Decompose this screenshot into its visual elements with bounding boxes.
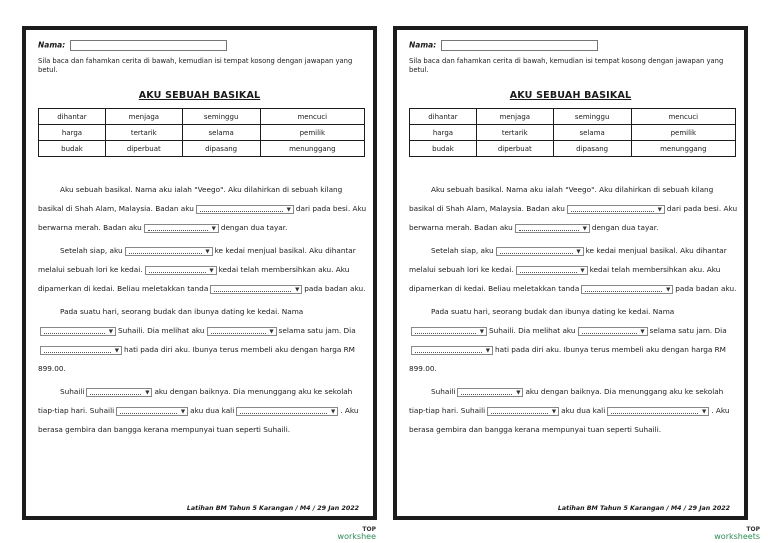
answer-dropdown[interactable]: ▼ — [515, 224, 590, 233]
word-cell: menunggang — [260, 141, 364, 157]
worksheet-title: AKU SEBUAH BASIKAL — [509, 90, 632, 101]
answer-dropdown[interactable]: ▼ — [144, 224, 219, 233]
answer-dropdown[interactable]: ▼ — [40, 327, 116, 336]
paragraph-1: Aku sebuah basikal. Nama aku ialah "Veego". Aku dilahirkan di sebuah kilang basikal di Shah Alam, Malaysia. Badan aku ▼ dari pada besi. Aku berwarna merah. Badan aku ▼ dengan dua tayar. — [38, 185, 367, 232]
name-row — [409, 40, 598, 51]
paragraph-4: Suhaili ▼ aku dengan baiknya. Dia menunggang aku ke sekolah tiap-tiap hari. Suhaili ▼ aku dua kali ▼ . Aku berasa gembira dan bangga kerana mempunyai tuan seperti Suhaili. — [409, 387, 730, 434]
answer-dropdown[interactable]: ▼ — [125, 247, 213, 256]
word-cell: selama — [553, 125, 631, 141]
word-cell: seminggu — [182, 109, 260, 125]
answer-dropdown[interactable]: ▼ — [207, 327, 277, 336]
answer-dropdown[interactable]: ▼ — [86, 388, 152, 397]
word-cell: budak — [410, 141, 477, 157]
answer-dropdown[interactable]: ▼ — [411, 327, 487, 336]
answer-dropdown[interactable]: ▼ — [145, 266, 217, 275]
story-text — [409, 180, 739, 443]
answer-dropdown[interactable]: ▼ — [516, 266, 588, 275]
word-cell: mencuci — [631, 109, 735, 125]
name-label: Nama: — [409, 40, 437, 50]
paragraph-3: Pada suatu hari, seorang budak dan ibunya dating ke kedai. Nama ▼ Suhaili. Dia melihat aku ▼ selama satu jam. Dia ▼ hati pada diri aku. Ibunya terus membeli aku dengan harga RM 899.00. — [409, 307, 727, 373]
word-cell: menunggang — [631, 141, 735, 157]
word-cell: tertarik — [105, 125, 182, 141]
word-cell: dipasang — [553, 141, 631, 157]
paragraph-2: Setelah siap, aku ▼ ke kedai menjual basikal. Aku dihantar melalui sebuah lori ke kedai. ▼ kedai telah membersihkan aku. Aku dipamerkan di kedai. Beliau meletakkan tanda ▼ pada badan aku. — [409, 246, 737, 293]
worksheet-title: AKU SEBUAH BASIKAL — [138, 90, 261, 101]
table-row — [410, 125, 736, 141]
word-cell: diperbuat — [476, 141, 553, 157]
word-cell: budak — [39, 141, 106, 157]
word-cell: harga — [410, 125, 477, 141]
brand-logo-right — [700, 526, 760, 540]
word-cell: tertarik — [476, 125, 553, 141]
word-cell: pemilik — [631, 125, 735, 141]
footer-text: Latihan BM Tahun 5 Karangan / M4 / 29 Jan 2022 — [186, 505, 359, 512]
word-cell: mencuci — [260, 109, 364, 125]
word-bank-table — [409, 108, 736, 157]
word-bank-table — [38, 108, 365, 157]
instruction-text: Sila baca dan fahamkan cerita di bawah, kemudian isi tempat kosong dengan jawapan yang betul. — [409, 57, 724, 74]
table-row — [410, 109, 736, 125]
brand-worksheets: worksheets — [714, 532, 760, 541]
paragraph-1: Aku sebuah basikal. Nama aku ialah "Veego". Aku dilahirkan di sebuah kilang basikal di Shah Alam, Malaysia. Badan aku ▼ dari pada besi. Aku berwarna merah. Badan aku ▼ dengan dua tayar. — [409, 185, 738, 232]
footer-text: Latihan BM Tahun 5 Karangan / M4 / 29 Jan 2022 — [557, 505, 730, 512]
name-input[interactable] — [70, 40, 227, 51]
table-row — [39, 109, 365, 125]
word-cell: dihantar — [39, 109, 106, 125]
instruction-text: Sila baca dan fahamkan cerita di bawah, kemudian isi tempat kosong dengan jawapan yang betul. — [38, 57, 353, 74]
word-cell: seminggu — [553, 109, 631, 125]
brand-top: TOP — [746, 526, 760, 533]
table-row — [410, 141, 736, 157]
word-cell: pemilik — [260, 125, 364, 141]
answer-dropdown[interactable]: ▼ — [457, 388, 523, 397]
word-cell: menjaga — [476, 109, 553, 125]
answer-dropdown[interactable]: ▼ — [607, 407, 709, 416]
word-cell: selama — [182, 125, 260, 141]
story-text — [38, 180, 368, 443]
worksheet-left — [22, 26, 377, 520]
answer-dropdown[interactable]: ▼ — [40, 346, 122, 355]
answer-dropdown[interactable]: ▼ — [210, 285, 302, 294]
answer-dropdown[interactable]: ▼ — [567, 205, 665, 214]
brand-logo-left — [330, 526, 376, 540]
answer-dropdown[interactable]: ▼ — [487, 407, 559, 416]
paragraph-4: Suhaili ▼ aku dengan baiknya. Dia menunggang aku ke sekolah tiap-tiap hari. Suhaili ▼ aku dua kali ▼ . Aku berasa gembira dan bangga kerana mempunyai tuan seperti Suhaili. — [38, 387, 359, 434]
answer-dropdown[interactable]: ▼ — [236, 407, 338, 416]
brand-worksheets: workshee — [337, 532, 376, 541]
word-cell: diperbuat — [105, 141, 182, 157]
table-row — [39, 141, 365, 157]
name-row — [38, 40, 227, 51]
answer-dropdown[interactable]: ▼ — [411, 346, 493, 355]
paragraph-3: Pada suatu hari, seorang budak dan ibunya dating ke kedai. Nama ▼ Suhaili. Dia melihat aku ▼ selama satu jam. Dia ▼ hati pada diri aku. Ibunya terus membeli aku dengan harga RM 899.00. — [38, 307, 356, 373]
word-cell: menjaga — [105, 109, 182, 125]
paragraph-2: Setelah siap, aku ▼ ke kedai menjual basikal. Aku dihantar melalui sebuah lori ke kedai. ▼ kedai telah membersihkan aku. Aku dipamerkan di kedai. Beliau meletakkan tanda ▼ pada badan aku. — [38, 246, 366, 293]
answer-dropdown[interactable]: ▼ — [196, 205, 294, 214]
answer-dropdown[interactable]: ▼ — [496, 247, 584, 256]
table-row — [39, 125, 365, 141]
name-input[interactable] — [441, 40, 598, 51]
answer-dropdown[interactable]: ▼ — [578, 327, 648, 336]
answer-dropdown[interactable]: ▼ — [581, 285, 673, 294]
name-label: Nama: — [38, 40, 66, 50]
word-cell: dihantar — [410, 109, 477, 125]
answer-dropdown[interactable]: ▼ — [116, 407, 188, 416]
word-cell: dipasang — [182, 141, 260, 157]
worksheet-right — [393, 26, 748, 520]
word-cell: harga — [39, 125, 106, 141]
brand-top: TOP — [362, 526, 376, 533]
